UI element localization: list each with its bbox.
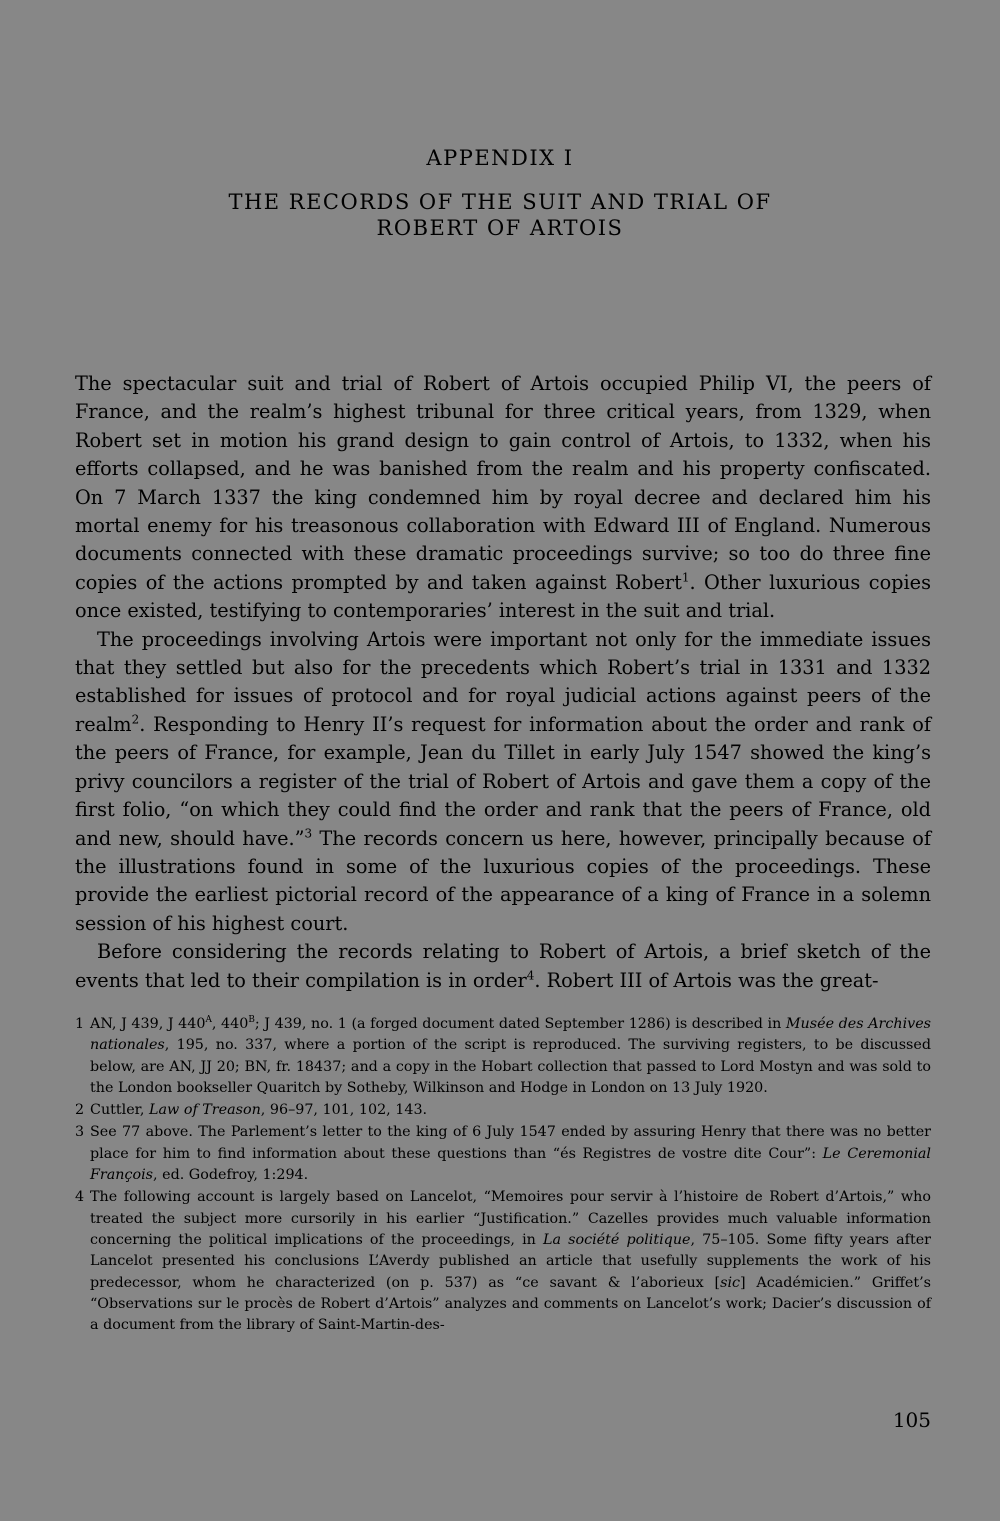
- footnote-ref-3: 3: [304, 826, 313, 841]
- footnote-italic-title: Le Ceremonial François: [90, 1145, 931, 1184]
- footnote-run: , 75–105. Some fifty years after Lancelot presented his conclusions L’Averdy published an article that usefully supplements the work of his predecessor, whom he characterized (on p. 537) as “ce savant & l’aborieux [: [90, 1231, 931, 1291]
- chapter-title-line-2: ROBERT OF ARTOIS: [376, 216, 624, 240]
- footnote-number: 1: [75, 1016, 85, 1032]
- footnote-run: ; J 439, no. 1 (a forged document dated September 1286) is described in: [254, 1016, 786, 1032]
- paragraph-3-text-end: . Robert III of Artois was the great-: [534, 968, 879, 992]
- paragraph-1: [75, 370, 931, 626]
- paragraph-2-text-mid: . Responding to Henry II’s request for information about the order and rank of the peers of France, for example, Jean du Tillet in early July 1547 showed the king’s privy councilors a register of the trial of Robert of Artois and gave them a copy of the first folio, “on which they could find the order and rank that the peers of France, old and new, should have.”: [75, 712, 931, 850]
- footnote-number: 2: [75, 1102, 85, 1119]
- paragraph-1-text: The spectacular suit and trial of Robert of Artois occupied Philip VI, the peers of France, and the realm’s highest tribunal for three critical years, from 1329, when Robert set in motion his grand design to gain control of Artois, to 1332, when his efforts collapsed, and he was banished from the realm and his property confiscated. On 7 March 1337 the king condemned him by royal decree and declared him his mortal enemy for his treasonous collaboration with Edward III of England. Numerous documents connected with these dramatic proceedings survive; so too do three fine copies of the actions prompted by and taken against Robert: [75, 372, 931, 594]
- footnote-text: [90, 1014, 931, 1099]
- footnote-2: [75, 1100, 931, 1121]
- footnote-run: See 77 above. The Parlement’s letter to the king of 6 July 1547 ended by assuring Henry that there was no better place for him to find information about these questions than “és Registres de vostre dite Cour”:: [90, 1124, 931, 1162]
- footnote-run: , 440: [211, 1016, 249, 1032]
- footnote-4: [75, 1187, 931, 1336]
- footnote-text: [90, 1100, 931, 1121]
- footnote-run: , 195, no. 337, where a portion of the script is reproduced. The surviving registers, to be discussed below, are AN, JJ 20; BN, fr. 18437; and a copy in the Hobart collection that passed to Lord Mostyn and was sold to the London bookseller Quaritch by Sotheby, Wilkinson and Hodge in London on 13 July 1920.: [90, 1037, 931, 1096]
- footnote-run: , 96–97, 101, 102, 143.: [260, 1102, 428, 1119]
- footnote-superscript: A: [205, 1015, 212, 1026]
- appendix-heading: APPENDIX I: [426, 146, 574, 170]
- footnote-superscript: B: [248, 1015, 255, 1026]
- footnote-text: [90, 1187, 931, 1336]
- footnote-number: 3: [75, 1124, 85, 1141]
- footnote-ref-1: 1: [681, 570, 690, 585]
- footnote-run: ] Académicien.” Griffet’s “Observations sur le procès de Robert d’Artois” analyzes and comments on Lancelot’s work; Dacier’s discussion of a document from the library of Saint-Martin-des-: [90, 1274, 931, 1334]
- footnote-italic-title: Musée des Archives nationales: [90, 1016, 932, 1054]
- footnote-text: [90, 1122, 931, 1186]
- paragraph-3: [75, 938, 931, 995]
- page-number: 105: [892, 1408, 931, 1432]
- paragraph-3-text: Before considering the records relating to Robert of Artois, a brief sketch of the events that led to their compilation is in order: [75, 940, 931, 992]
- paragraph-2-text: The proceedings involving Artois were important not only for the immediate issues that they settled but also for the precedents which Robert’s trial in 1331 and 1332 established for issues of protocol and for royal judicial actions against peers of the realm: [75, 627, 931, 736]
- footnote-number: 4: [75, 1189, 85, 1206]
- footnote-1: [75, 1014, 931, 1099]
- paragraph-2-text-end: The records concern us here, however, principally because of the illustrations found in some of the luxurious copies of the proceedings. These provide the earliest pictorial record of the appearance of a king of France in a solemn session of his highest court.: [75, 826, 931, 935]
- footnote-ref-2: 2: [131, 712, 140, 727]
- footnote-italic-title: Law of Treason: [149, 1102, 261, 1119]
- footnote-italic-title: La société politique: [543, 1231, 691, 1248]
- footnote-run: , ed. Godefroy, 1:294.: [153, 1167, 309, 1184]
- footnote-italic-sic: sic: [720, 1274, 741, 1291]
- footnote-run: The following account is largely based on Lancelot, “Memoires pour servir à l’histoire de Robert d’Artois,” who treated the subject more cursorily in his earlier “Justification.” Cazelles provides much valuable information concerning the political implications of the proceedings, in: [90, 1189, 931, 1248]
- footnote-3: [75, 1122, 931, 1186]
- footnote-run: AN, J 439, J 440: [90, 1016, 206, 1032]
- paragraph-2: [75, 626, 931, 938]
- footnote-ref-4: 4: [526, 968, 535, 983]
- body-text: [75, 370, 931, 995]
- chapter-title-line-1: THE RECORDS OF THE SUIT AND TRIAL OF: [228, 190, 772, 214]
- paragraph-1-text-end: . Other luxurious copies once existed, testifying to contemporaries’ interest in the suit and trial.: [75, 570, 931, 623]
- footnotes: [75, 1014, 931, 1337]
- footnote-run: Cuttler,: [90, 1102, 150, 1119]
